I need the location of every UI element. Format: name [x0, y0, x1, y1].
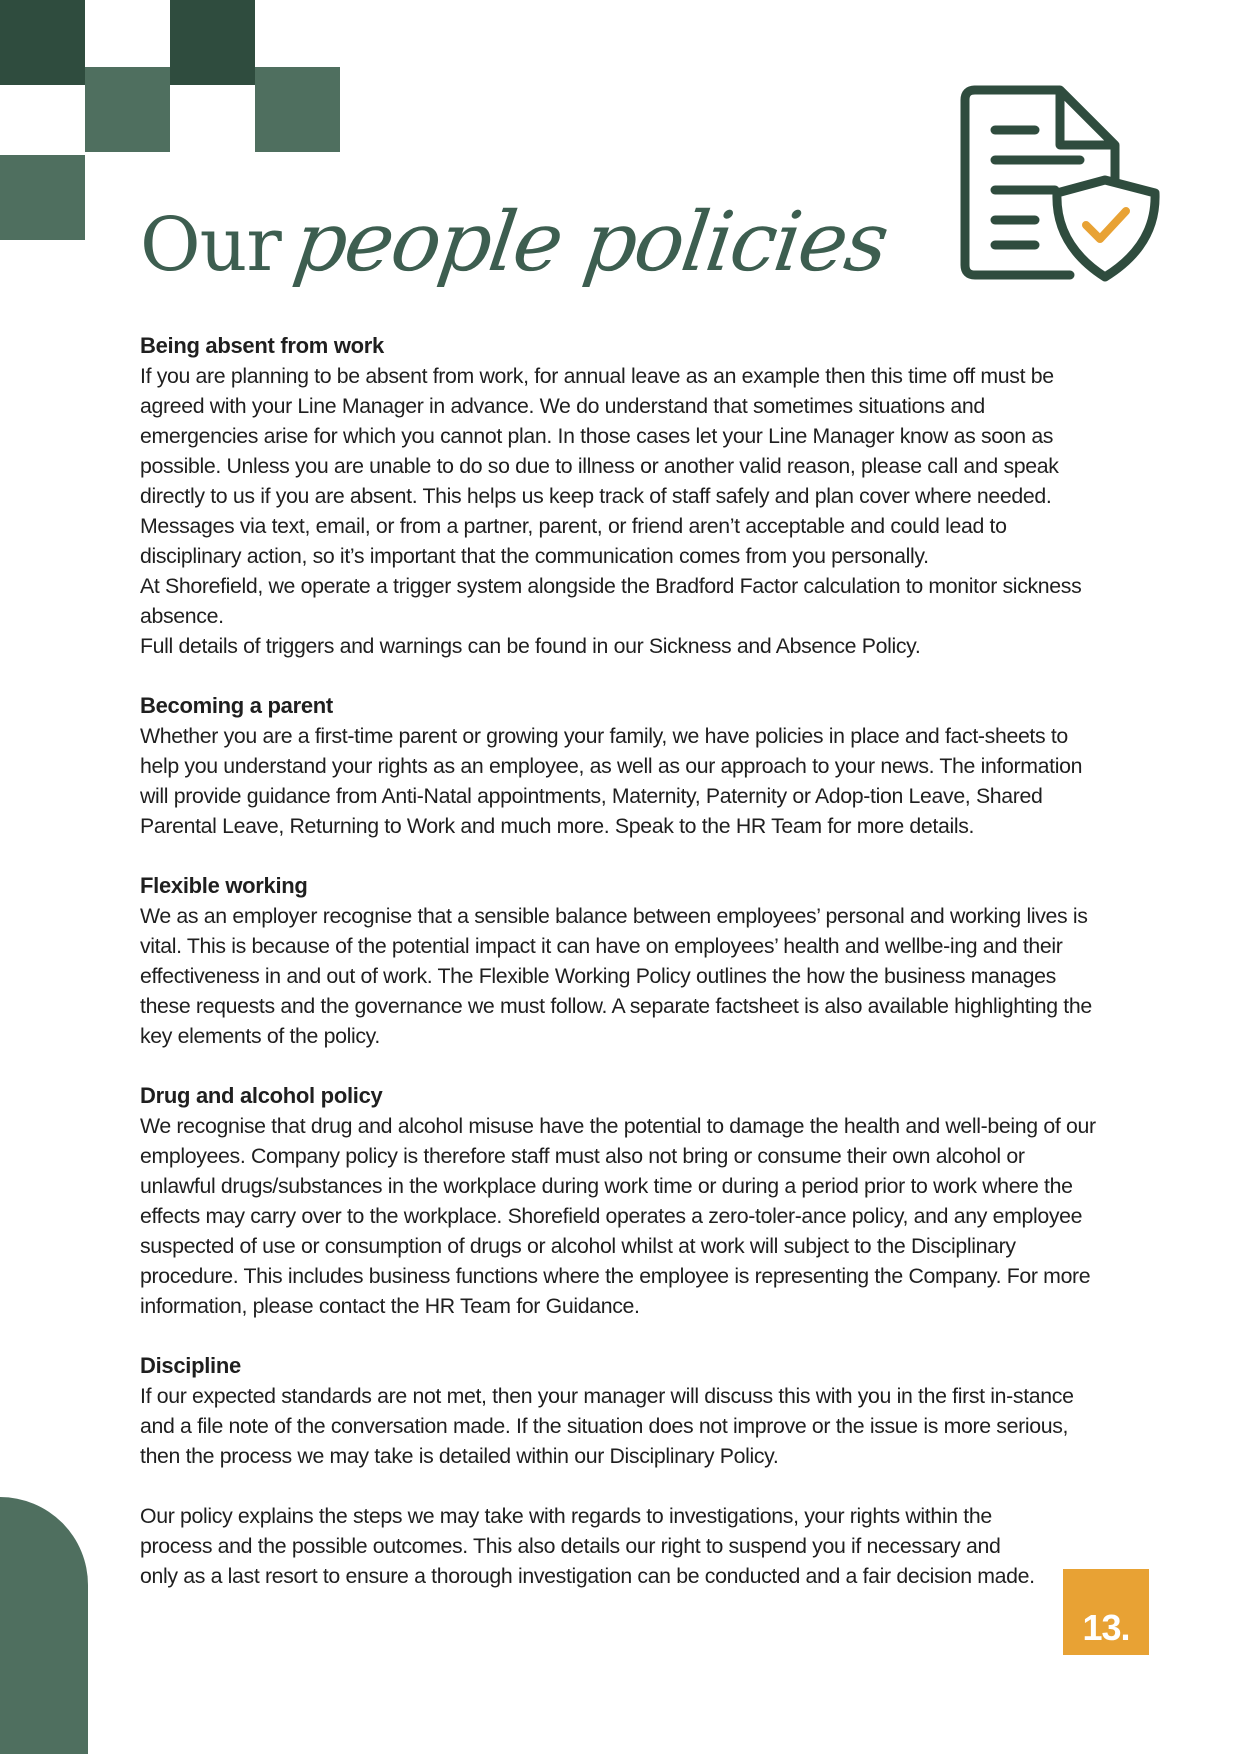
decor-square	[85, 67, 170, 152]
section-text: We recognise that drug and alcohol misuse have the potential to damage the health and well-being of our employees. Company policy is therefore staff must also not bring or consume their own alcohol or unlawful drugs/substances in the workplace during work time or during a period prior to work where the effects may carry over to the workplace. Shorefield operates a zero-toler-ance policy, and any employee suspected of use or consumption of drugs or alcohol whilst at work will subject to the Disciplinary procedure. This includes business functions where the employee is representing the Company. For more information, please contact the HR Team for Guidance.	[140, 1114, 1096, 1318]
section-text: If you are planning to be absent from work, for annual leave as an example then this time off must be agreed with your Line Manager in advance. We do understand that sometimes situations and emergencies arise for which you cannot plan. In those cases let your Line Manager know as soon as possible. Unless you are unable to do so due to illness or another valid reason, please call and speak directly to us if you are absent. This helps us keep track of staff safely and plan cover where needed. Messages via text, email, or from a partner, parent, or friend aren’t acceptable and could lead to disciplinary action, so it’s important that the communication comes from you personally.	[140, 364, 1059, 568]
page-title	[140, 195, 893, 305]
section-heading: Becoming a parent	[140, 693, 333, 718]
section-heading: Discipline	[140, 1353, 241, 1378]
section-absent	[140, 331, 1100, 661]
page-number-badge: 13.	[1063, 1569, 1149, 1655]
section-text: Whether you are a first-time parent or growing your family, we have policies in place and fact-sheets to help you understand your rights as an employee, as well as our approach to your news. The information will provide guidance from Anti-Natal appointments, Maternity, Paternity or Adop-tion Leave, Shared Parental Leave, Returning to Work and much more. Speak to the HR Team for more details.	[140, 724, 1083, 838]
section-text: Our policy explains the steps we may take with regards to investigations, your rights within the process and the possible outcomes. This also details our right to suspend you if necessary and only as a last resort to ensure a thorough investigation can be conducted and a fair decision made.	[140, 1504, 1035, 1588]
decor-square	[0, 155, 85, 240]
decor-square	[255, 67, 340, 152]
section-drug	[140, 1081, 1100, 1321]
section-discipline	[140, 1351, 1100, 1591]
section-heading: Flexible working	[140, 873, 308, 898]
section-parent	[140, 691, 1100, 841]
section-flexible	[140, 871, 1100, 1051]
title-script: people policies	[288, 195, 893, 290]
section-heading: Drug and alcohol policy	[140, 1083, 383, 1108]
policy-content	[140, 331, 1100, 1621]
decor-square	[0, 0, 85, 85]
decor-square	[170, 0, 255, 85]
section-text: At Shorefield, we operate a trigger system alongside the Bradford Factor calculation to monitor sickness absence.	[140, 574, 1082, 628]
section-text: We as an employer recognise that a sensible balance between employees’ personal and working lives is vital. This is because of the potential impact it can have on employees’ health and wellbe-ing and their effectiveness in and out of work. The Flexible Working Policy outlines the how the business manages these requests and the governance we must follow. A separate factsheet is also available highlighting the key elements of the policy.	[140, 904, 1092, 1048]
section-text: Full details of triggers and warnings can be found in our Sickness and Absence Policy.	[140, 634, 921, 658]
document-with-shield-check-icon	[960, 85, 1170, 295]
section-text: If our expected standards are not met, then your manager will discuss this with you in the first in-stance and a file note of the conversation made. If the situation does not improve or the issue is more serious, then the process we may take is detailed within our Disciplinary Policy.	[140, 1384, 1074, 1468]
title-plain: Our	[140, 202, 281, 288]
decor-corner-shape	[0, 1497, 88, 1754]
section-heading: Being absent from work	[140, 333, 384, 358]
